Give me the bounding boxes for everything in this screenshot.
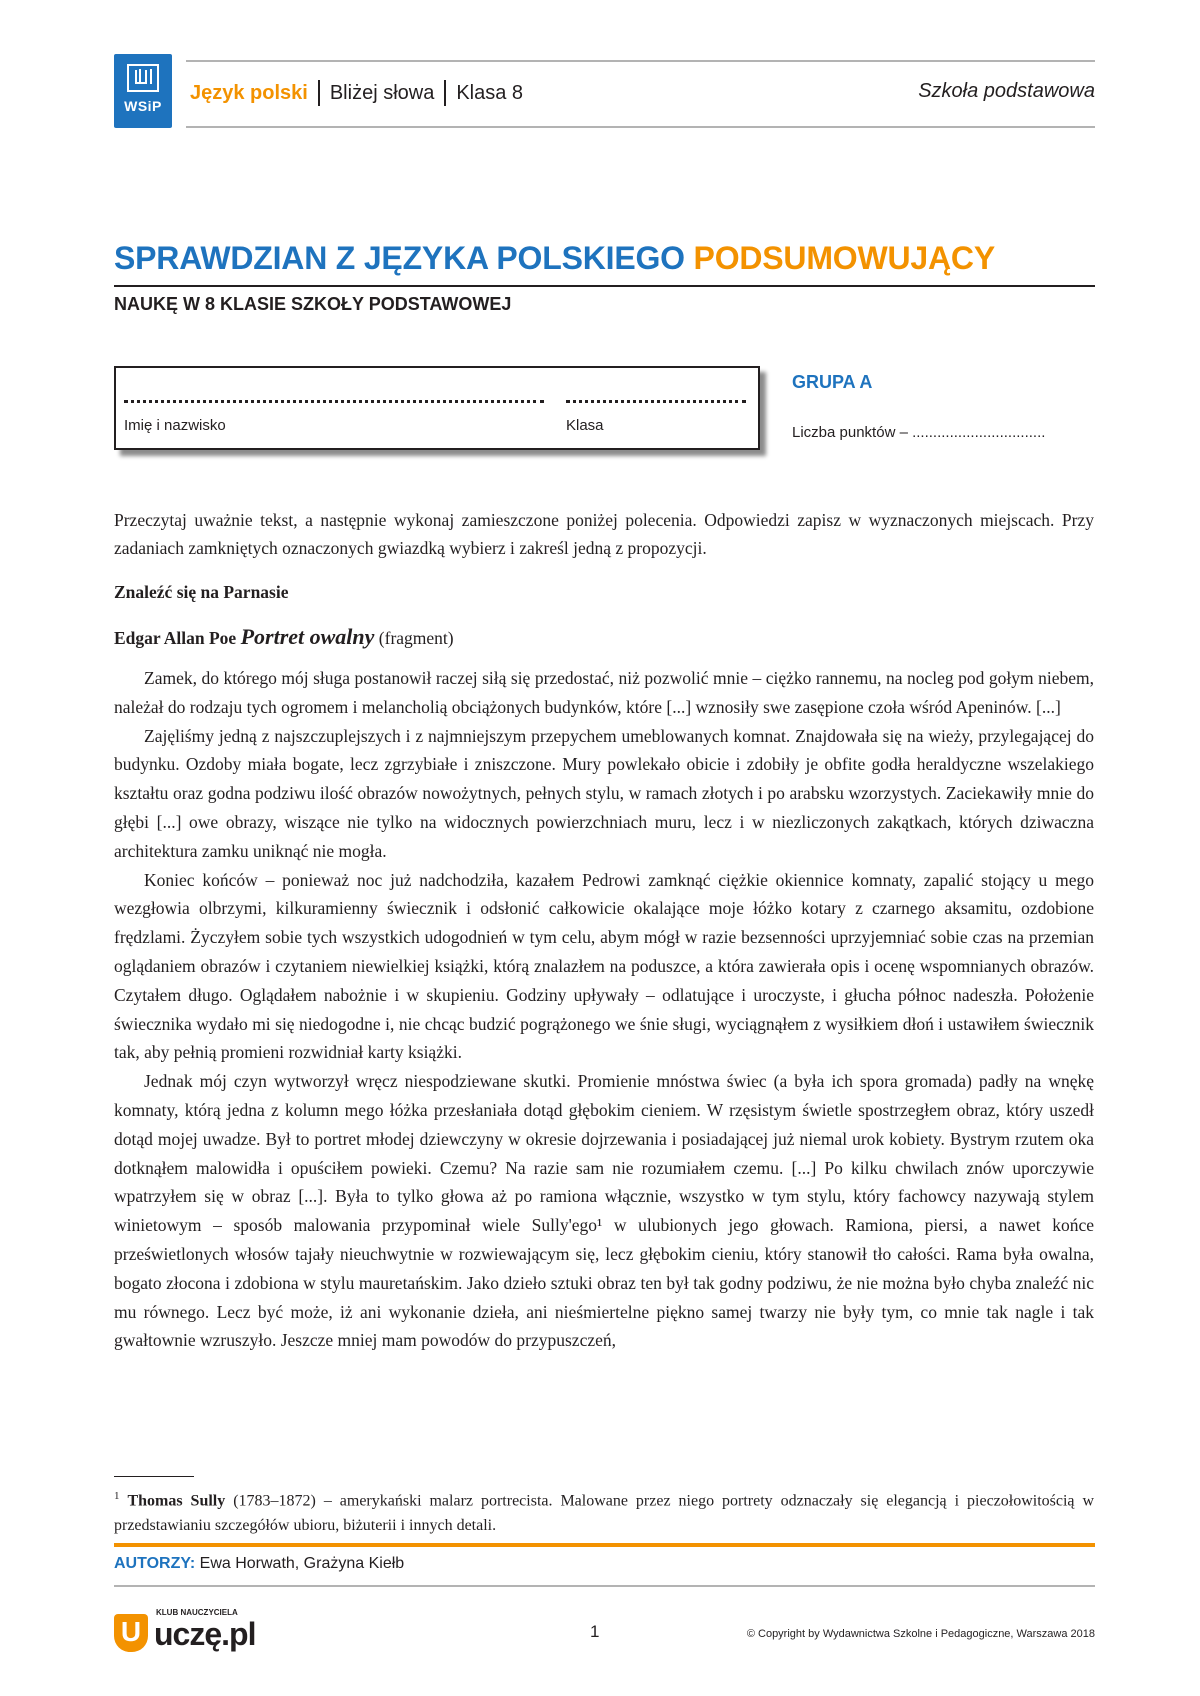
wsip-logo-text: WSiP xyxy=(124,98,162,114)
footnote-rule xyxy=(114,1476,194,1477)
header-school: Szkoła podstawowa xyxy=(918,80,1095,102)
header-separator xyxy=(444,80,446,106)
class-label: Klasa xyxy=(566,417,604,434)
class-field[interactable] xyxy=(566,400,746,403)
work-note: (fragment) xyxy=(378,628,454,648)
header-subject: Język polski xyxy=(190,81,308,104)
footer-orange-rule xyxy=(114,1543,1095,1547)
title-main: SPRAWDZIAN Z JĘZYKA POLSKIEGO xyxy=(114,240,685,276)
page-subtitle: NAUKĘ W 8 KLASIE SZKOŁY PODSTAWOWEJ xyxy=(114,294,512,314)
points-field[interactable]: Liczba punktów – ................................ xyxy=(792,424,1046,441)
page-number: 1 xyxy=(590,1622,600,1641)
story-paragraph: Jednak mój czyn wytworzył wręcz niespodziewane skutki. Promienie mnóstwa świec (a była ich spora gromada) padły na wnękę komnaty, którą jedna z kolumn mego łóżka przesłaniała dotąd głębokim cieniem. W rzęsistym świetle spostrzegłem obraz, który uszedł dotąd mojej uwadze. Był to portret młodej dziewczyny w okresie dojrzewania i posiadającej już niemal urok kobiety. Bystrym rzutem oka dotknąłem malowidła i opuściłem powieki. Czemu? Na razie sam nie rozumiałem czemu. [...] Po kilku chwilach znów uporczywie wpatrzyłem się w obraz [...]. Była to tylko głowa aż po ramiona włącznie, wszystko w tym stylu, który fachowcy nazywają stylem winietowym – sposób malowania przypominał wiele Sully'ego¹ w ulubionych jego głowach. Ramiona, piersi, a nawet końce prześwietlonych włosów tajały nieuchwytnie w rozwiewającym się, lecz głębokim cieniu, który stanowił tło całości. Rama była owalna, bogato złocona i zdobiona w stylu mauretańskim. Jako dzieło sztuki obraz ten był tak godny podziwu, że nie można było chyba znaleźć nic mu równego. Lecz być może, iż ani wykonanie dzieła, ani nieśmiertelne piękno samej twarzy nie były tym, co mnie tak nagle i tak gwałtownie wzruszyło. Jeszcze mniej mam powodów do przypuszczeń, xyxy=(114,1071,1094,1351)
story-paragraph: Zajęliśmy jedną z najszczuplejszych i z najmniejszym przepychem umeblowanych komnat. Znajdowała się na wieży, przylegającej do budynku. Ozdoby miała bogate, lecz zgrzybiałe i zniszczone. Mury powlekało obicie i zdobiły je obfite godła heraldyczne wszelakiego kształtu oraz godna podziwu ilość obrazów nowożytnych, pełnych stylu, w ramach złotych i po arabsku wzorzystych. Zaciekawiły mnie do głębi [...] owe obrazy, wiszące nie tylko na widocznych powierzchniach muru, lecz i w niezliczonych zakątkach, których dziwaczna architektura zamku uniknąć nie mogła. xyxy=(114,725,1094,861)
name-field[interactable] xyxy=(124,400,544,403)
header-bottom-rule xyxy=(186,126,1095,128)
authors-names: Ewa Horwath, Grażyna Kiełb xyxy=(199,1555,405,1572)
page-title xyxy=(114,240,995,277)
footer-gray-rule xyxy=(114,1585,1095,1587)
title-accent: PODSUMOWUJĄCY xyxy=(693,240,995,276)
footnote xyxy=(114,1484,1094,1538)
wsip-logo-mark-icon xyxy=(127,64,159,92)
ucze-logo xyxy=(114,1608,256,1652)
header-series: Bliżej słowa xyxy=(329,81,435,104)
footnote-text: (1783–1872) – amerykański malarz portrecista. Malowane przez niego portrety odznaczały się elegancją i pieczołowitością w przedstawianiu szczegółów ubioru, biżuterii i innych detali. xyxy=(114,1492,1095,1535)
work-author: Edgar Allan Poe xyxy=(114,628,237,648)
ucze-logo-club: KLUB NAUCZYCIELA xyxy=(156,1608,238,1617)
instructions: Przeczytaj uważnie tekst, a następnie wykonaj zamieszczone poniżej polecenia. Odpowiedzi zapisz w wyznaczonych miejscach. Przy zadaniach zamkniętych oznaczonych gwiazdką wybierz i zakreśl jedną z propozycji. xyxy=(114,510,1094,558)
group-label: GRUPA A xyxy=(792,372,873,392)
header-grade: Klasa 8 xyxy=(456,81,524,104)
name-label: Imię i nazwisko xyxy=(124,417,226,434)
header-top-rule xyxy=(186,60,1095,62)
footnote-number: 1 xyxy=(114,1490,120,1502)
section-title: Znaleźć się na Parnasie xyxy=(114,582,289,602)
authors-label: AUTORZY: xyxy=(114,1555,196,1572)
wsip-logo xyxy=(114,54,172,128)
story-text xyxy=(114,664,1094,1355)
ucze-logo-name: uczę.pl xyxy=(154,1616,256,1652)
story-paragraph: Zamek, do którego mój sługa postanowił raczej siłą się przedostać, niż pozwolić mnie – ciężko rannemu, na nocleg pod gołym niebem, należał do rodzaju tych ogromem i melancholią obciążonych budynków, które [...] wznosiły swe zasępione czoła wśród Apeninów. [...] xyxy=(114,668,1094,717)
ucze-logo-brand xyxy=(154,1608,256,1652)
title-rule xyxy=(114,285,1095,287)
copyright: © Copyright by Wydawnictwa Szkolne i Pedagogiczne, Warszawa 2018 xyxy=(746,1628,1095,1640)
authors xyxy=(114,1555,404,1573)
ucze-logo-u-icon: U xyxy=(114,1614,148,1652)
header-breadcrumb xyxy=(190,80,523,106)
footnote-name: Thomas Sully xyxy=(127,1492,226,1510)
work-heading xyxy=(114,624,454,650)
work-title: Portret owalny xyxy=(240,624,375,649)
story-paragraph: Koniec końców – ponieważ noc już nadchodziła, kazałem Pedrowi zamknąć ciężkie okiennice komnaty, zapalić stojący u mego wezgłowia olbrzymi, kilkuramienny świecznik i odsłonić całkowicie okalające moje łóżko kotary z czarnego aksamitu, ozdobione frędzlami. Życzyłem sobie tych wszystkich udogodnień w tym celu, abym mógł w razie bezsenności uprzyjemniać sobie czas na przemian oglądaniem obrazów i czytaniem niewielkiej książki, którą znalazłem na poduszce, a która zawierała opis i ocenę wspomnianych obrazów. Czytałem długo. Oglądałem nabożnie i w skupieniu. Godziny upływały – odlatujące i uroczyste, i głucha północ nadeszła. Położenie świecznika wydało mi się niedogodne i, nie chcąc budzić pogrążonego we śnie sługi, wyciągnąłem z wysiłkiem dłoń i ustawiłem świecznik tak, aby pełnią promieni rozwidniał karty książki. xyxy=(114,869,1094,1063)
header-separator xyxy=(318,80,320,106)
student-info-box xyxy=(114,366,760,450)
